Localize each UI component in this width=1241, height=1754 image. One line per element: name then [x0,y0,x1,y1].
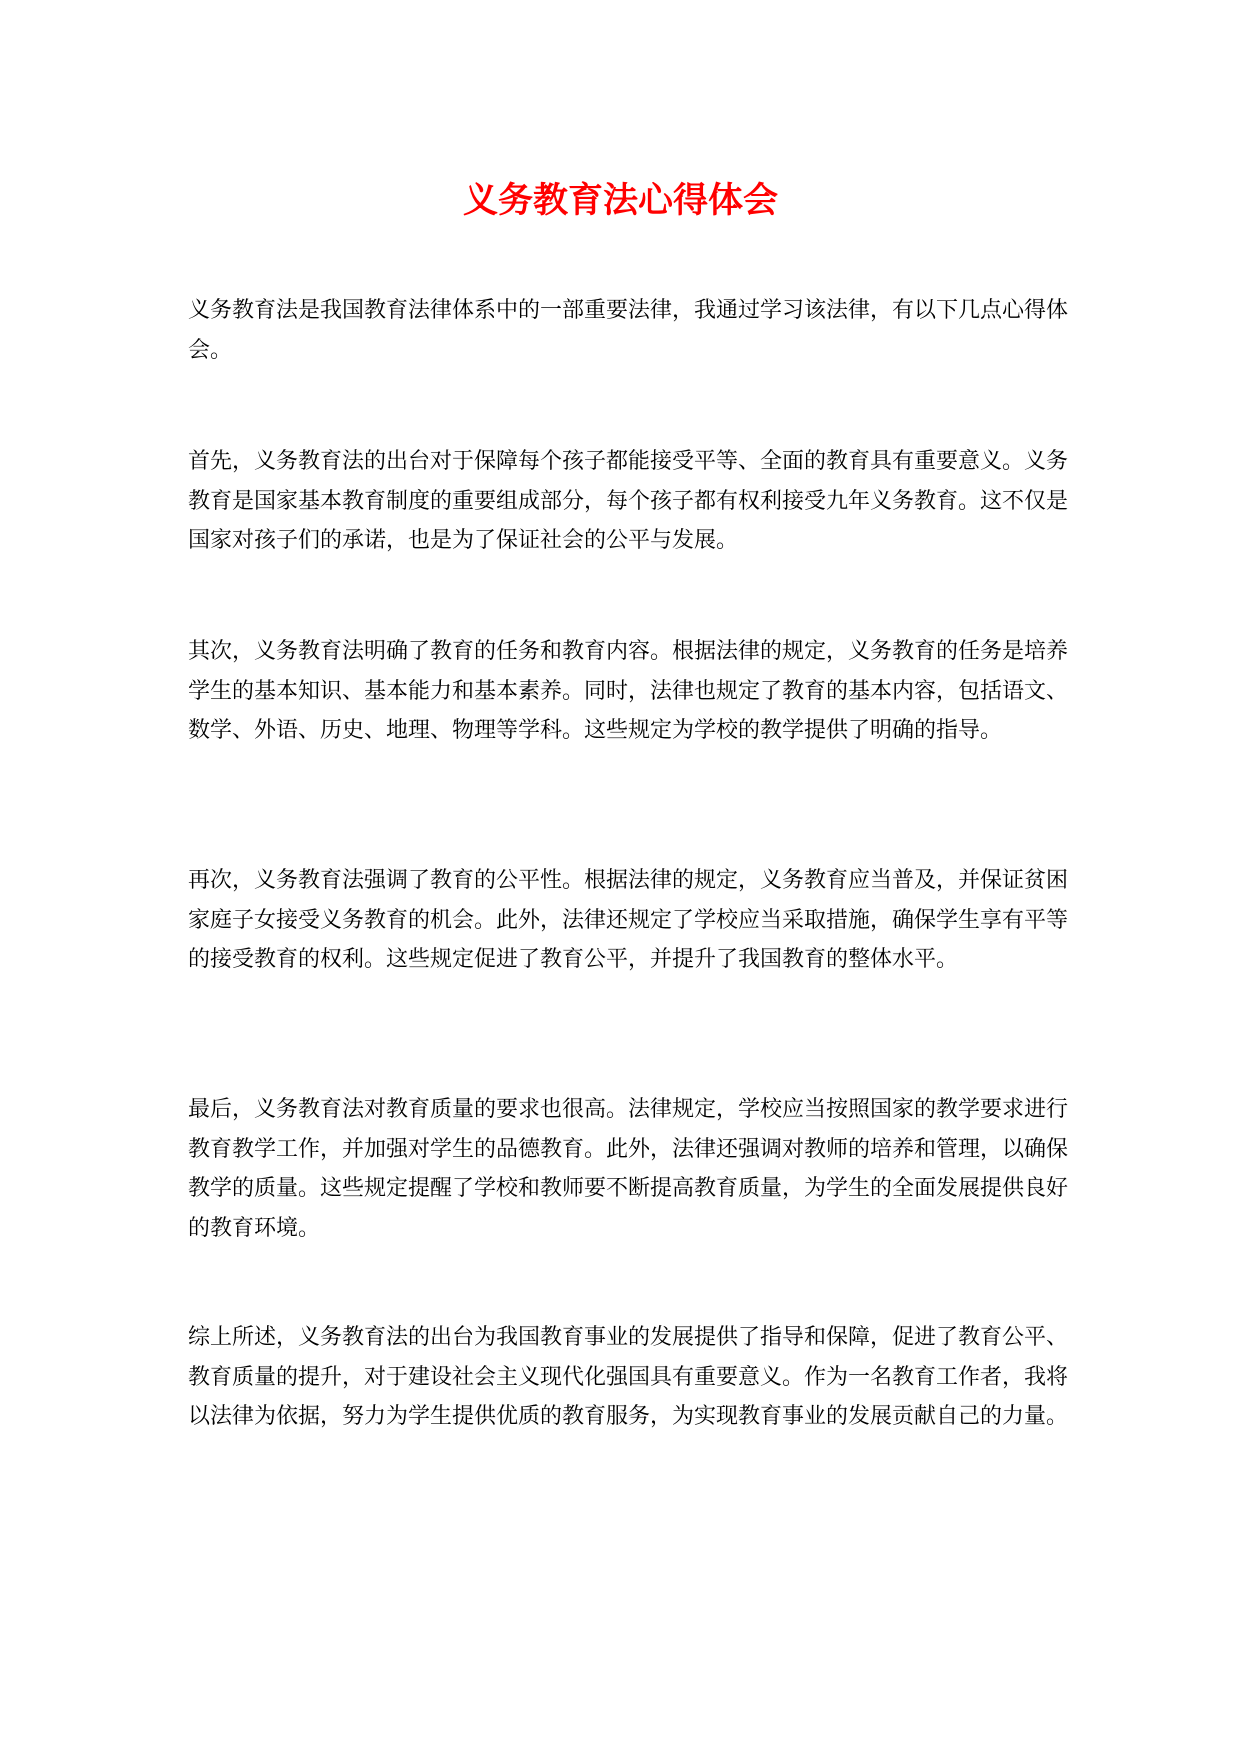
paragraph-third-point: 再次，义务教育法强调了教育的公平性。根据法律的规定，义务教育应当普及，并保证贫困家庭子女接受义务教育的机会。此外，法律还规定了学校应当采取措施，确保学生享有平等的接受教育的权利。这些规定促进了教育公平，并提升了我国教育的整体水平。 [188,868,1069,972]
paragraph-intro: 义务教育法是我国教育法律体系中的一部重要法律，我通过学习该法律，有以下几点心得体会。 [188,298,1069,363]
paragraph-fourth-point: 最后，义务教育法对教育质量的要求也很高。法律规定，学校应当按照国家的教学要求进行教育教学工作，并加强对学生的品德教育。此外，法律还强调对教师的培养和管理，以确保教学的质量。这些规定提醒了学校和教师要不断提高教育质量，为学生的全面发展提供良好的教育环境。 [188,1097,1069,1241]
paragraph-conclusion: 综上所述，义务教育法的出台为我国教育事业的发展提供了指导和保障，促进了教育公平、教育质量的提升，对于建设社会主义现代化强国具有重要意义。作为一名教育工作者，我将以法律为依据，努力为学生提供优质的教育服务，为实现教育事业的发展贡献自己的力量。 [188,1325,1069,1429]
paragraph-first-point: 首先，义务教育法的出台对于保障每个孩子都能接受平等、全面的教育具有重要意义。义务教育是国家基本教育制度的重要组成部分，每个孩子都有权利接受九年义务教育。这不仅是国家对孩子们的承诺，也是为了保证社会的公平与发展。 [188,449,1069,553]
document-title: 义务教育法心得体会 [462,181,778,221]
paragraph-second-point: 其次，义务教育法明确了教育的任务和教育内容。根据法律的规定，义务教育的任务是培养学生的基本知识、基本能力和基本素养。同时，法律也规定了教育的基本内容，包括语文、数学、外语、历史、地理、物理等学科。这些规定为学校的教学提供了明确的指导。 [188,639,1069,743]
